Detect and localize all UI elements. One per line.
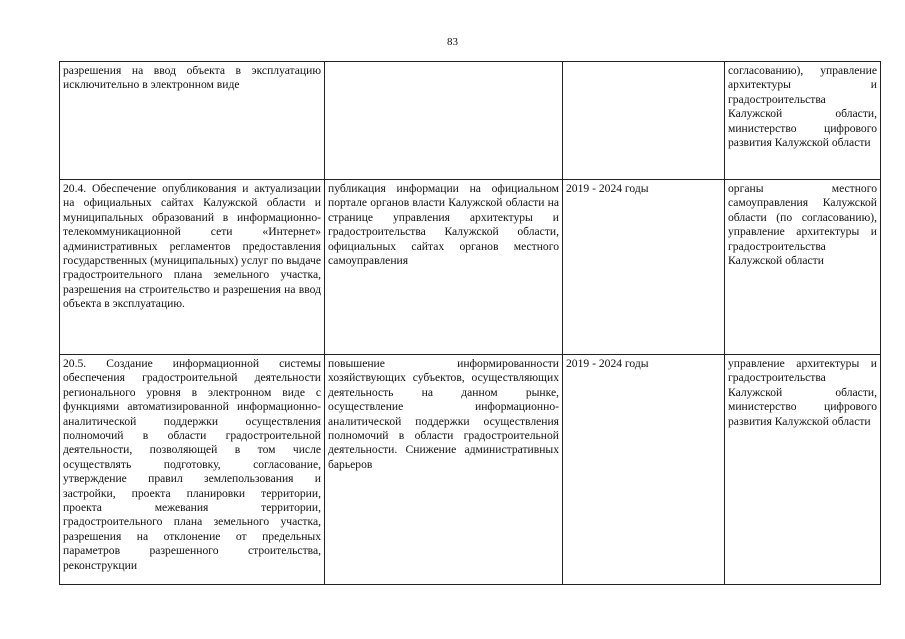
executors-cell: органы местного самоуправления Калужской области (по согласованию), управление архитектуры и градостроительства Калужской области [725,180,881,355]
period-cell [563,62,725,180]
table-row [60,180,881,355]
period-cell: 2019 - 2024 годы [563,180,725,355]
period-cell: 2019 - 2024 годы [563,355,725,585]
result-cell [325,62,563,180]
executors-cell: согласованию), управление архитектуры и градостроительства Калужской области, министерство цифрового развития Калужской области [725,62,881,180]
measure-cell: разрешения на ввод объекта в эксплуатацию исключительно в электронном виде [60,62,325,180]
result-cell: публикация информации на официальном портале органов власти Калужской области на странице управления архитектуры и градостроительства Калужской области, официальных сайтах органов местного самоуправления [325,180,563,355]
measure-cell: 20.5. Создание информационной системы обеспечения градостроительной деятельности регионального уровня в электронном виде с функциями автоматизированной информационно-аналитической поддержки осуществления полномочий в области градостроительной деятельности, позволяющей в том числе осуществлять подготовку, согласование, утверждение правил землепользования и застройки, проекта планировки территории, проекта межевания территории, градостроительного плана земельного участка, разрешения на отклонение от предельных параметров разрешенного строительства, реконструкции [60,355,325,585]
page-number: 83 [447,36,458,48]
measure-cell: 20.4. Обеспечение опубликования и актуализации на официальных сайтах Калужской области и муниципальных образований в информационно-телекоммуникационной сети «Интернет» административных регламентов предоставления государственных (муниципальных) услуг по выдаче градостроительного плана земельного участка, разрешения на строительство и разрешения на ввод объекта в эксплуатацию. [60,180,325,355]
measures-table [59,61,881,585]
table-row [60,355,881,585]
result-cell: повышение информированности хозяйствующих субъектов, осуществляющих деятельность на данном рынке, осуществление информационно-аналитической поддержки осуществления полномочий в области градостроительной деятельности. Снижение административных барьеров [325,355,563,585]
executors-cell: управление архитектуры и градостроительства Калужской области, министерство цифрового развития Калужской области [725,355,881,585]
table-row [60,62,881,180]
